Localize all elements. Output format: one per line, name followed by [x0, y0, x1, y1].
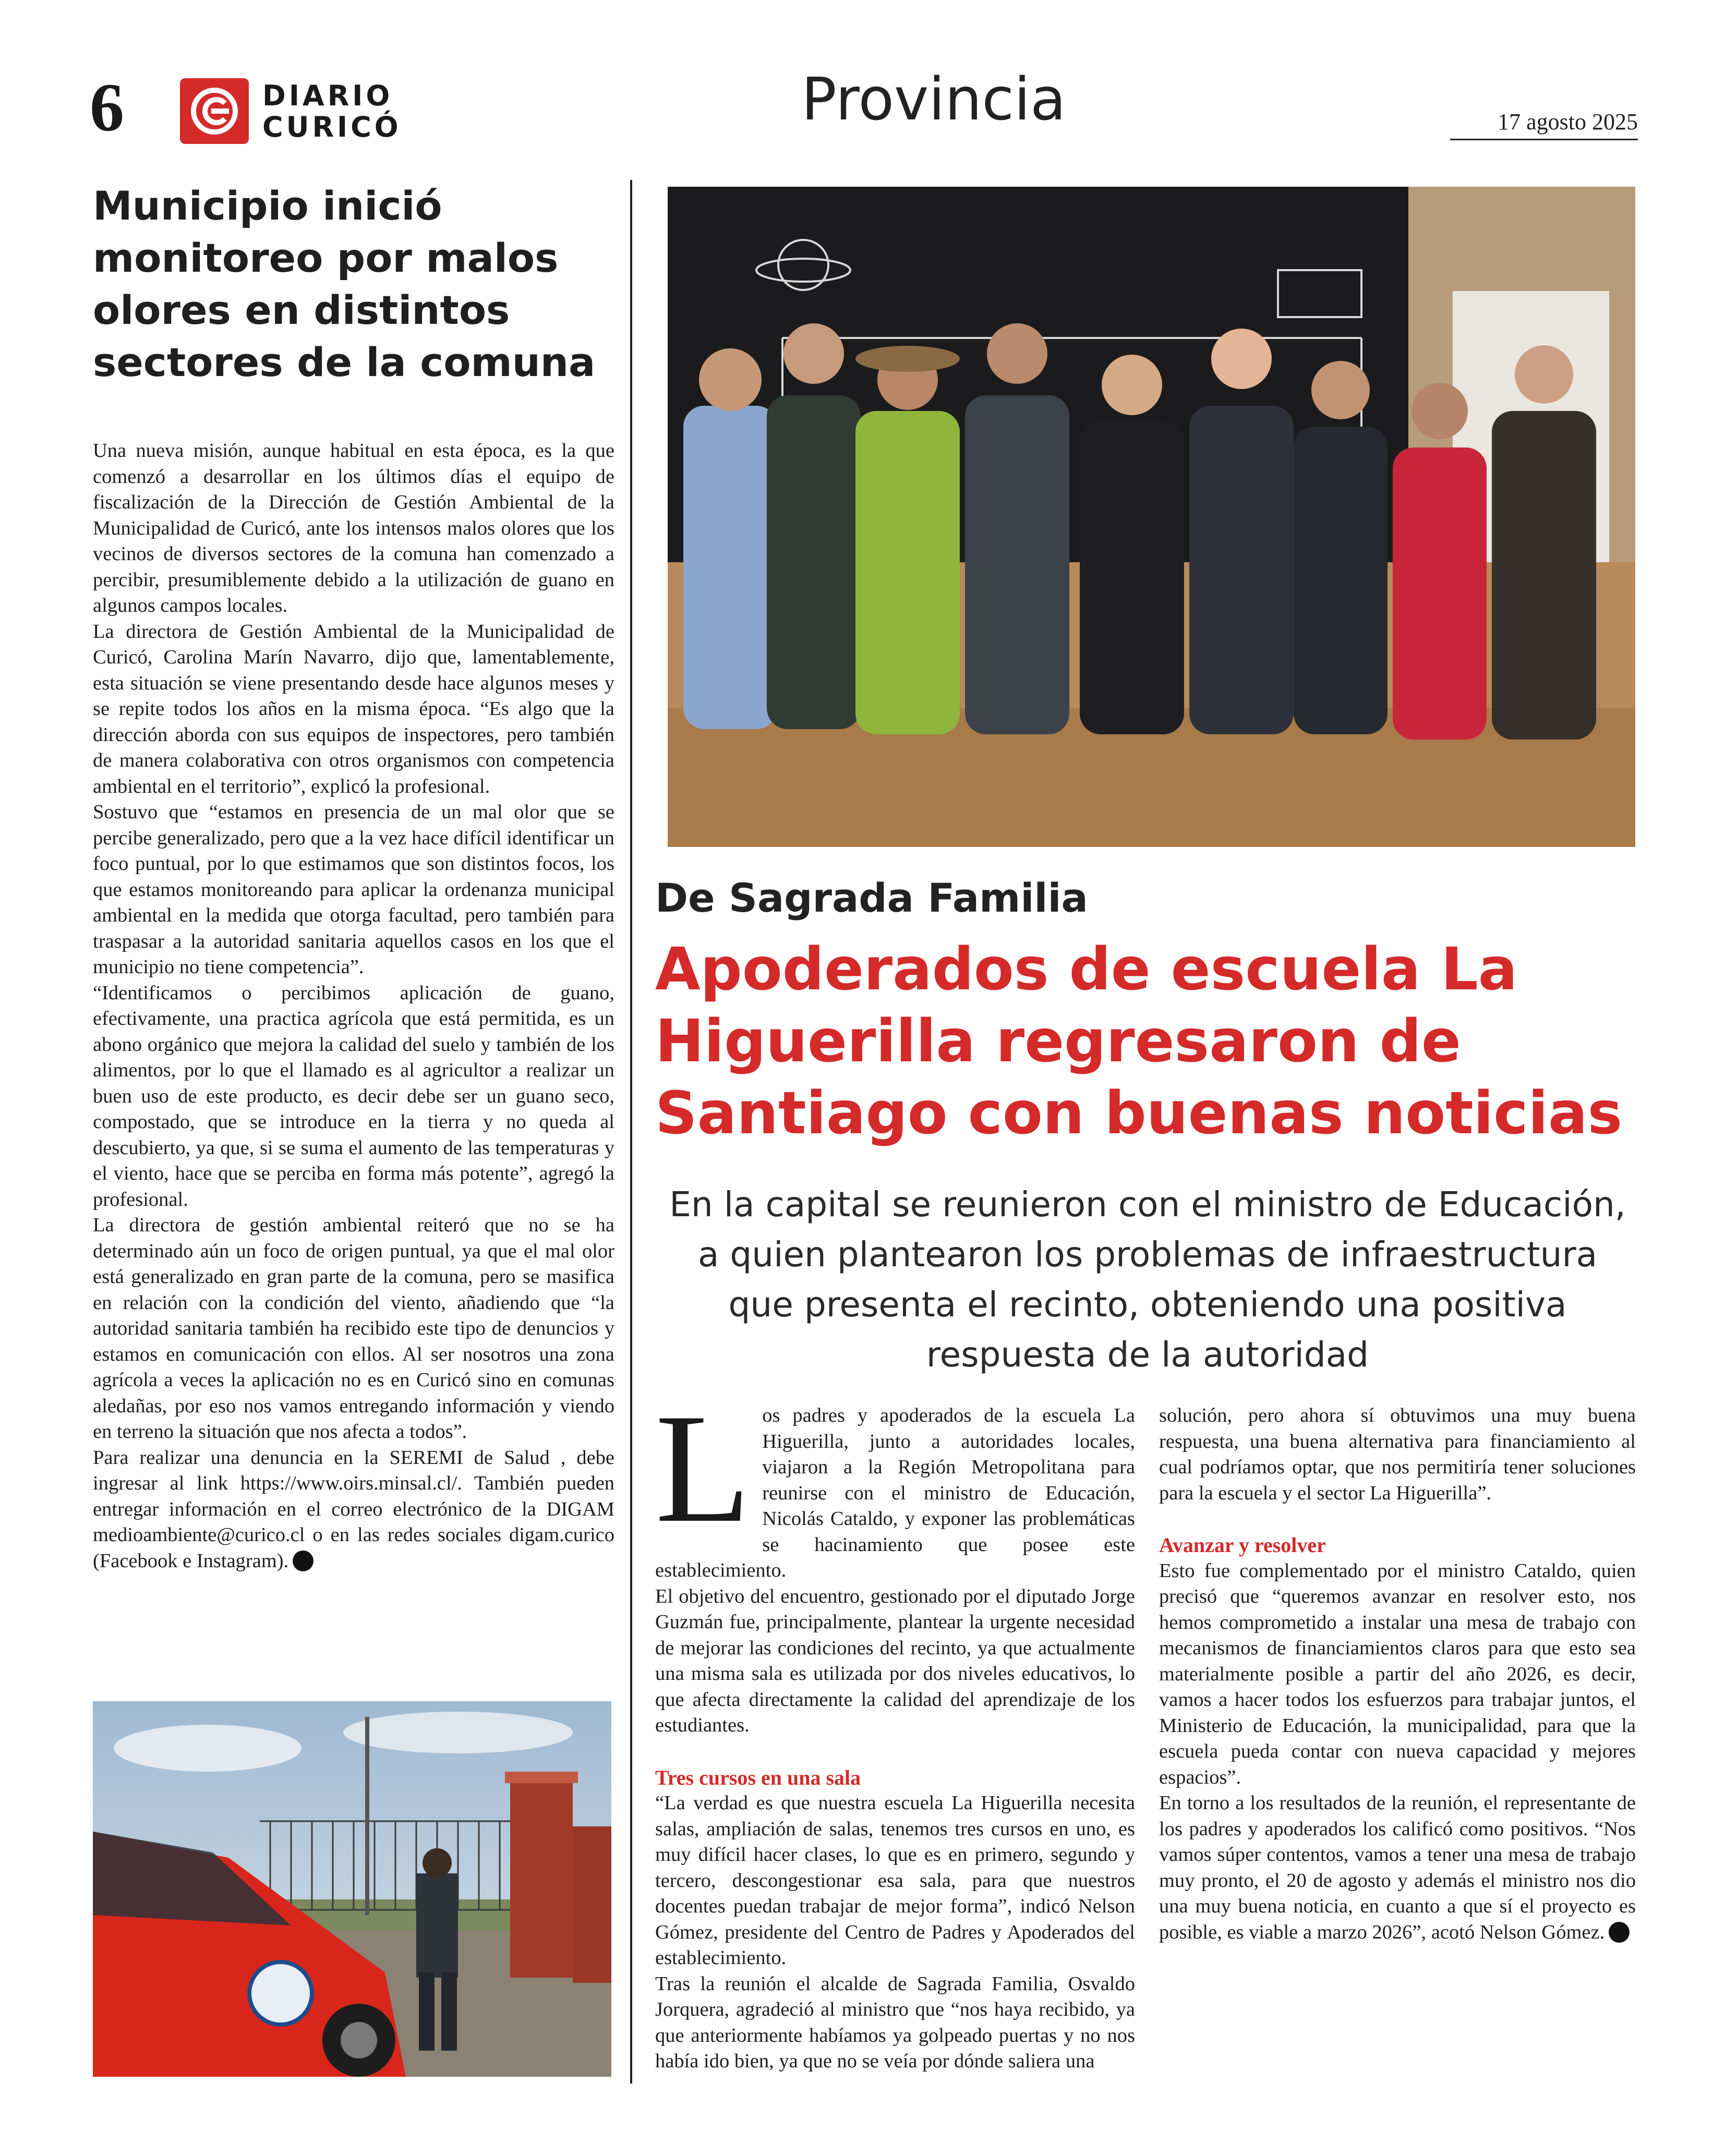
logo-text-line1: DIARIO	[262, 79, 393, 112]
left-article-body	[93, 438, 614, 1574]
left-paragraph-1: Una nueva misión, aunque habitual en esta época, es la que comenzó a desarrollar en los últimos días el equipo de fiscalización de la Dirección de Gestión Ambiental de la Municipalidad de Curicó, ante los intensos malos olores que los vecinos de diversos sectores de la comuna han comenzado a percibir, presumiblemente debido a la utilización de guano en algunos campos locales.	[93, 440, 614, 616]
article-deck: En la capital se reunieron con el ministro de Educación, a quien plantearon los problemas de infraestructura que presenta el recinto, obteniendo una positiva respuesta de la autoridad	[669, 1184, 1626, 1375]
main-paragraph-3: “La verdad es que nuestra escuela La Higuerilla necesita salas, ampliación de salas, tenemos tres cursos en uno, es muy difícil hacer clases, lo que es en primero, segundo y tercero, descongestionar esa sala, para que nuestros docentes puedan trabajar de mejor forma”, indicó Nelson Gómez, presidente del Centro de Padres y Apoderados del establecimiento.	[655, 1792, 1135, 1969]
article-kicker: De Sagrada Familia	[655, 875, 1088, 921]
inspection-photo	[93, 1701, 611, 2077]
page-number: 6	[90, 69, 124, 146]
left-article-headline: Municipio inició monitoreo por malos olores en distintos sectores de la comuna	[93, 183, 596, 385]
lead-paragraph-text: os padres y apoderados de la escuela La Higuerilla, junto a autoridades locales, viajaron a la Región Metropolitana para reunirse con el ministro de Educación, Nicolás Cataldo, y exponer las problemáticas se hacinamiento que posee este establecimiento.	[655, 1404, 1135, 1581]
subheading-tres-cursos: Tres cursos en una sala	[655, 1765, 861, 1789]
main-paragraph-2: El objetivo del encuentro, gestionado por el diputado Jorge Guzmán fue, principalmente, plantear la urgente necesidad de mejorar las condiciones del recinto, ya que actualmente una misma sala es utilizada por dos niveles educativos, lo que afecta directamente la calidad del aprendizaje de los estudiantes.	[655, 1585, 1135, 1736]
subheading-avanzar-resolver: Avanzar y resolver	[1159, 1533, 1326, 1557]
left-paragraph-6-text: Para realizar una denuncia en la SEREMI de Salud , debe ingresar al link https://www.oirs.minsal.cl/. También pueden entregar información en el correo electrónico de la DIGAM medioambiente@curico.cl o en las redes sociales digam.curico (Facebook e Instagram).	[93, 1446, 614, 1572]
date-underline	[1450, 139, 1638, 140]
drop-cap: L	[655, 1382, 751, 1555]
main-paragraph-6-text: En torno a los resultados de la reunión, el representante de los padres y apoderados los calificó como positivos. “Nos vamos súper contentos, vamos a tener una mesa de trabajo muy pronto, el 20 de agosto y además el ministro nos dio una muy buena noticia, en cuanto a que sí el proyecto es posible, es viable a marzo 2026”, acotó Nelson Gómez.	[1159, 1792, 1636, 1943]
main-paragraph-4: Tras la reunión el alcalde de Sagrada Familia, Osvaldo Jorquera, agradeció al ministro que “nos haya recibido, ya que anteriormente habíamos ya golpeado puertas y no nos había ido bien, ya que no se veía por dónde saliera una	[655, 1972, 1135, 2072]
section-title: Provincia	[801, 66, 1066, 134]
main-article-column-2	[1159, 1403, 1636, 1945]
left-paragraph-2: La directora de Gestión Ambiental de la Municipalidad de Curicó, Carolina Marín Navarro, dijo que, lamentablemente, esta situación se viene presentando desde hace algunos meses y se repite todos los años en la misma época. “Es algo que la dirección aborda con sus equipos de inspectores, pero también de manera colaborativa con otros organismos con competencia ambiental en el territorio”, explicó la profesional.	[93, 620, 614, 797]
left-paragraph-3: Sostuvo que “estamos en presencia de un mal olor que se percibe generalizado, pero que a la vez hace difícil identificar un foco puntual, por lo que estimamos que son distintos focos, los que estamos monitoreando para aplicar la ordenanza municipal ambiental en la medida que otorga facultad, pero también para traspasar a la autoridad sanitaria aquellos casos en los que el municipio no tiene competencia”.	[93, 801, 614, 978]
left-paragraph-4: “Identificamos o percibimos aplicación de guano, efectivamente, una practica agrícola que está permitida, es un abono orgánico que mejora la calidad del suelo y también de los alimentos, por lo que el llamado es al agricultor a realizar un buen uso de este producto, es decir debe ser un guano seco, compostado, que se introduce en la tierra y no queda al descubierto, ya que, si se suma el aumento de las temperaturas y el viento, hace que se perciba en forma más potente”, agregó la profesional.	[93, 982, 614, 1210]
diario-curico-logo-icon	[180, 78, 249, 144]
issue-date: 17 agosto 2025	[1498, 109, 1638, 135]
logo-text-line2: CURICÓ	[262, 111, 402, 143]
group-meeting-photo	[668, 187, 1635, 847]
main-article-headline: Apoderados de escuela La Higuerilla regresaron de Santiago con buenas noticias	[655, 936, 1623, 1147]
left-paragraph-5: La directora de gestión ambiental reiteró que no se ha determinado aún un foco de origen puntual, ya que el mal olor está generalizado en gran parte de la comuna, pero se masifica en relación con la condición del viento, añadiendo que “la autoridad sanitaria también ha recibido este tipo de denuncios y estamos en comunicación con ellos. Al ser nosotros una zona agrícola a veces la aplicación no es en Curicó sino en comunas aledañas, por eso nos vamos entregando información y viendo en terreno la situación que nos afecta a todos”.	[93, 1214, 614, 1443]
main-article-column-1	[655, 1382, 1135, 2075]
lead-paragraph	[655, 1382, 1135, 1584]
main-paragraph-5: Esto fue complementado por el ministro Cataldo, quien precisó que “queremos avanzar en resolver esto, nos hemos comprometido a instalar una mesa de trabajo con mecanismos de financiamientos claros para que esto sea materialmente posible a partir del año 2026, es decir, vamos a hacer todos los esfuerzos para trabajar juntos, el Ministerio de Educación, la municipalidad, para que la escuela pueda contar con nueva capacidad y mejores espacios”.	[1159, 1559, 1636, 1788]
end-of-article-dot-icon	[293, 1551, 313, 1571]
left-paragraph-6	[93, 1445, 614, 1574]
main-paragraph-4-continued: solución, pero ahora sí obtuvimos una muy buena respuesta, una buena alternativa para financiamiento al cual podríamos optar, que nos permitiría tener soluciones para la escuela y el sector La Higuerilla”.	[1159, 1404, 1636, 1504]
column-divider	[630, 180, 632, 2084]
main-paragraph-6	[1159, 1790, 1636, 1945]
masthead-logo[interactable]	[180, 78, 415, 145]
end-of-article-dot-icon	[1609, 1922, 1630, 1943]
